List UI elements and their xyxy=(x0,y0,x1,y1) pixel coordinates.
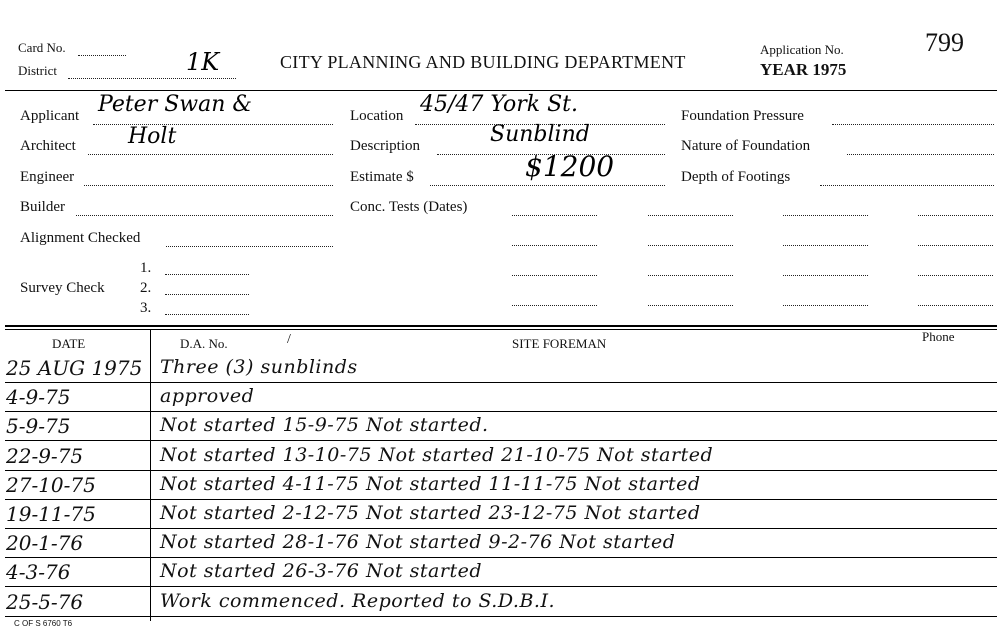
header-rule xyxy=(5,90,997,91)
row-rule xyxy=(5,586,997,587)
conc-dots xyxy=(918,245,993,246)
log-entry: Not started 15-9-75 Not started. xyxy=(160,414,489,436)
estimate-value: $1200 xyxy=(525,150,615,183)
row-rule xyxy=(5,382,997,383)
log-date: 25-5-76 xyxy=(6,590,84,614)
description-label: Description xyxy=(350,138,420,154)
row-rule xyxy=(5,470,997,471)
log-date: 19-11-75 xyxy=(6,502,96,526)
applicant-value: Peter Swan & xyxy=(98,92,252,117)
phone-header: Phone xyxy=(922,329,955,344)
application-label: Application No. xyxy=(760,42,844,57)
description-value: Sunblind xyxy=(490,122,590,147)
row-rule xyxy=(5,499,997,500)
conc-dots xyxy=(648,215,733,216)
card-no-label: Card No. xyxy=(18,40,66,55)
table-top-rule-2 xyxy=(5,329,997,330)
log-entry: approved xyxy=(160,385,255,407)
log-date: 4-3-76 xyxy=(6,560,71,584)
survey-label: Survey Check xyxy=(20,280,105,296)
log-entry: Not started 13-10-75 Not started 21-10-75 Not started xyxy=(160,444,714,466)
row-rule xyxy=(5,557,997,558)
survey-dots-2 xyxy=(165,294,249,295)
conc-dots xyxy=(783,215,868,216)
da-header: D.A. No. xyxy=(180,336,228,351)
log-date: 25 AUG 1975 xyxy=(6,356,143,380)
builder-label: Builder xyxy=(20,199,65,215)
nature-foundation-label: Nature of Foundation xyxy=(681,138,811,154)
foundation-pressure-label: Foundation Pressure xyxy=(681,108,804,124)
conc-dots xyxy=(783,275,868,276)
conc-dots xyxy=(783,245,868,246)
conc-dots xyxy=(648,305,733,306)
log-entry: Three (3) sunblinds xyxy=(160,356,358,378)
log-date: 20-1-76 xyxy=(6,531,84,555)
foreman-header: SITE FOREMAN xyxy=(512,336,607,351)
foundation-pressure-dots xyxy=(832,124,994,125)
date-header: DATE xyxy=(52,336,86,351)
log-entry: Not started 4-11-75 Not started 11-11-75 Not started xyxy=(160,473,701,495)
engineer-dots xyxy=(84,185,333,186)
card-no-dots xyxy=(78,55,126,56)
log-date: 27-10-75 xyxy=(6,473,96,497)
alignment-label: Alignment Checked xyxy=(20,230,141,246)
estimate-dots xyxy=(430,185,665,186)
table-top-rule xyxy=(5,325,997,327)
conc-dots xyxy=(512,245,597,246)
conc-dots xyxy=(648,275,733,276)
log-entry: Work commenced. Reported to S.D.B.I. xyxy=(160,590,555,612)
conc-dots xyxy=(918,305,993,306)
location-value: 45/47 York St. xyxy=(420,92,578,117)
architect-value: Holt xyxy=(128,124,177,149)
survey-num-2: 2. xyxy=(140,280,152,296)
date-column-divider xyxy=(150,329,151,621)
form-code: C OF S 6760 T6 xyxy=(14,619,73,628)
department-title: CITY PLANNING AND BUILDING DEPARTMENT xyxy=(280,52,686,72)
architect-label: Architect xyxy=(20,138,76,154)
row-rule xyxy=(5,411,997,412)
depth-footings-dots xyxy=(820,185,994,186)
conc-dots xyxy=(512,215,597,216)
estimate-label: Estimate $ xyxy=(350,169,414,185)
engineer-label: Engineer xyxy=(20,169,75,185)
applicant-label: Applicant xyxy=(20,108,80,124)
year-label: YEAR 1975 xyxy=(760,60,847,79)
survey-num-3: 3. xyxy=(140,300,152,316)
application-number: 799 xyxy=(925,28,964,57)
row-rule xyxy=(5,616,997,617)
builder-dots xyxy=(76,215,333,216)
location-label: Location xyxy=(350,108,404,124)
district-label: District xyxy=(18,63,57,78)
district-dots xyxy=(68,78,236,79)
row-rule xyxy=(5,440,997,441)
row-rule xyxy=(5,528,997,529)
conc-dots xyxy=(918,215,993,216)
conc-dots xyxy=(918,275,993,276)
log-date: 22-9-75 xyxy=(6,444,84,468)
log-date: 4-9-75 xyxy=(6,385,71,409)
nature-foundation-dots xyxy=(847,154,994,155)
log-date: 5-9-75 xyxy=(6,414,71,438)
conc-tests-label: Conc. Tests (Dates) xyxy=(350,199,468,215)
da-slash: / xyxy=(287,332,291,347)
alignment-dots xyxy=(166,246,333,247)
log-entry: Not started 2-12-75 Not started 23-12-75 Not started xyxy=(160,502,701,524)
depth-footings-label: Depth of Footings xyxy=(681,169,791,185)
log-entry: Not started 26-3-76 Not started xyxy=(160,560,483,582)
architect-dots xyxy=(88,154,333,155)
survey-num-1: 1. xyxy=(140,260,152,276)
conc-dots xyxy=(512,305,597,306)
survey-dots-3 xyxy=(165,314,249,315)
conc-dots xyxy=(648,245,733,246)
conc-dots xyxy=(512,275,597,276)
log-entry: Not started 28-1-76 Not started 9-2-76 Not started xyxy=(160,531,676,553)
district-value: 1K xyxy=(186,48,220,76)
conc-dots xyxy=(783,305,868,306)
survey-dots-1 xyxy=(165,274,249,275)
